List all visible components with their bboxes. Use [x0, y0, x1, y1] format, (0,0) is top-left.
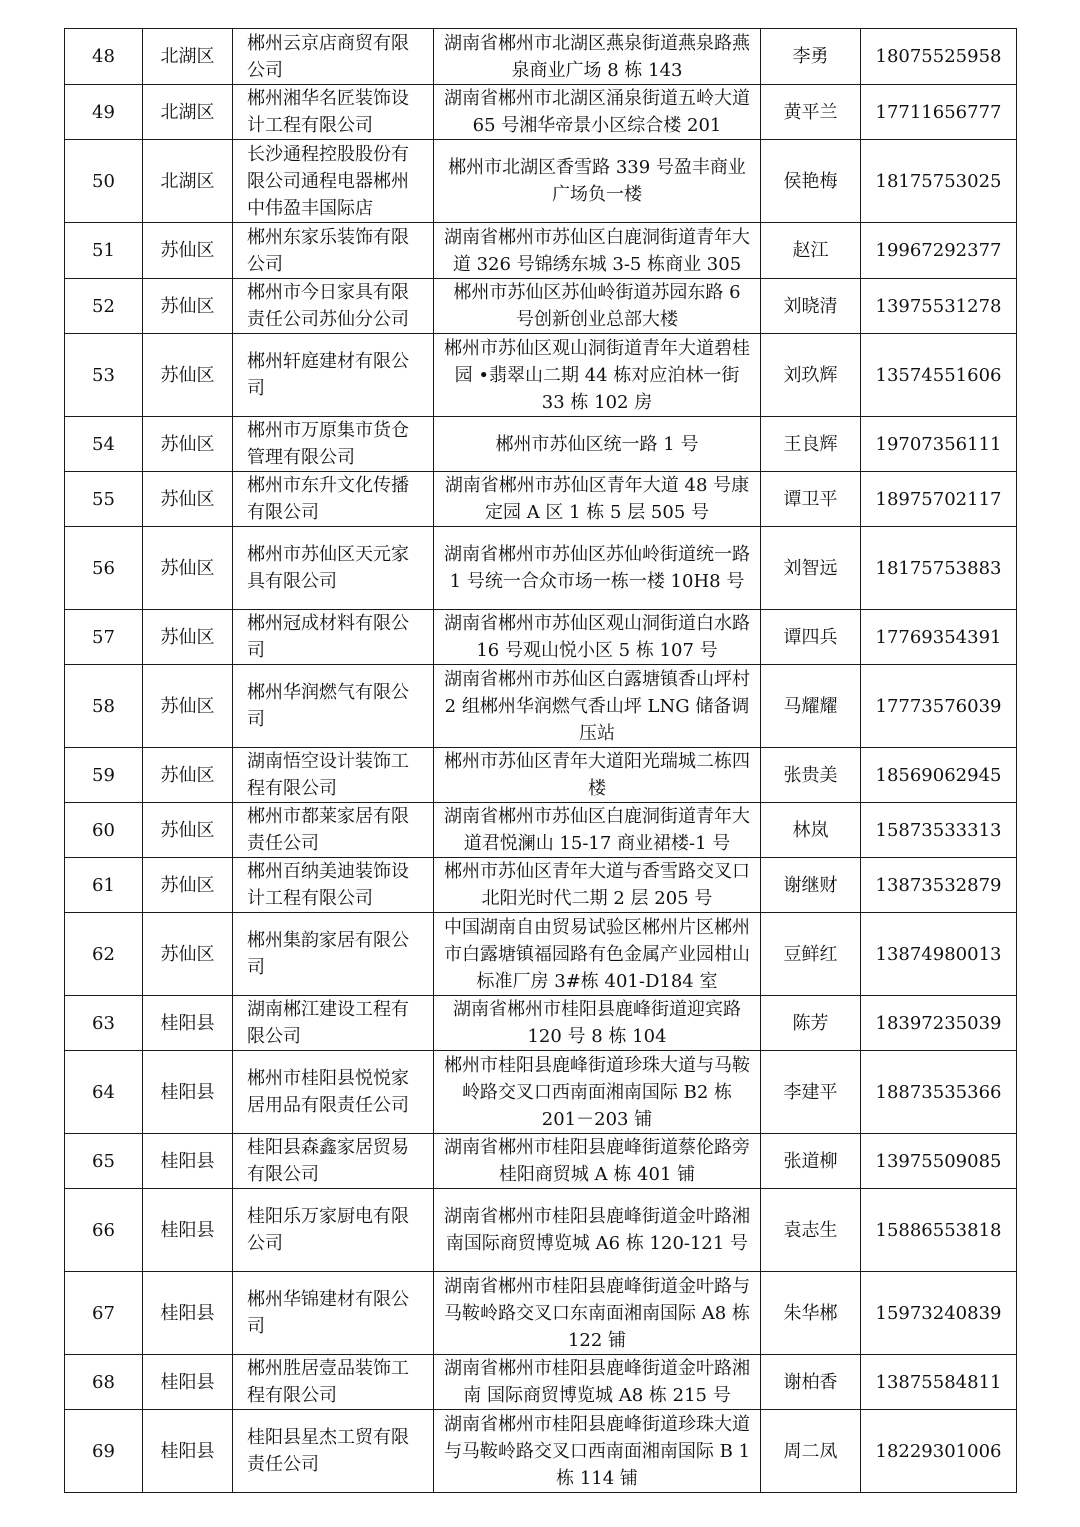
address: 湖南省郴州市桂阳县鹿峰街道蔡伦路旁桂阳商贸城 A 栋 401 铺	[434, 1134, 761, 1189]
company-name: 湖南悟空设计装饰工程有限公司	[233, 748, 434, 803]
contact-person: 马耀耀	[761, 665, 861, 748]
district: 苏仙区	[143, 527, 233, 610]
row-number: 62	[65, 913, 143, 996]
company-name: 长沙通程控股股份有限公司通程电器郴州中伟盈丰国际店	[233, 140, 434, 223]
address: 郴州市苏仙区青年大道阳光瑞城二栋四楼	[434, 748, 761, 803]
phone-number: 19707356111	[861, 417, 1017, 472]
phone-number: 13875584811	[861, 1355, 1017, 1410]
address: 湖南省郴州市苏仙区白鹿洞街道青年大道君悦澜山 15-17 商业裙楼-1 号	[434, 803, 761, 858]
address: 湖南省郴州市桂阳县鹿峰街道珍珠大道与马鞍岭路交叉口西南面湘南国际 B 1 栋 114 铺	[434, 1410, 761, 1493]
row-number: 53	[65, 334, 143, 417]
row-number: 63	[65, 996, 143, 1051]
contact-person: 袁志生	[761, 1189, 861, 1272]
row-number: 68	[65, 1355, 143, 1410]
phone-number: 18975702117	[861, 472, 1017, 527]
contact-person: 谢柏香	[761, 1355, 861, 1410]
contact-person: 李建平	[761, 1051, 861, 1134]
table-row	[65, 29, 1017, 85]
contact-person: 谭卫平	[761, 472, 861, 527]
phone-number: 18175753883	[861, 527, 1017, 610]
district: 北湖区	[143, 85, 233, 140]
company-name: 郴州轩庭建材有限公司	[233, 334, 434, 417]
contact-person: 谢继财	[761, 858, 861, 913]
row-number: 54	[65, 417, 143, 472]
address: 湖南省郴州市北湖区涌泉街道五岭大道 65 号湘华帝景小区综合楼 201	[434, 85, 761, 140]
row-number: 55	[65, 472, 143, 527]
phone-number: 15886553818	[861, 1189, 1017, 1272]
table-row	[65, 913, 1017, 996]
table-row	[65, 1189, 1017, 1272]
company-name: 郴州胜居壹品装饰工程有限公司	[233, 1355, 434, 1410]
contact-person: 谭四兵	[761, 610, 861, 665]
table-row	[65, 140, 1017, 223]
table-row	[65, 85, 1017, 140]
contact-person: 刘晓清	[761, 279, 861, 334]
company-name: 郴州市今日家具有限责任公司苏仙分公司	[233, 279, 434, 334]
address: 湖南省郴州市桂阳县鹿峰街道金叶路与马鞍岭路交叉口东南面湘南国际 A8 栋 122 铺	[434, 1272, 761, 1355]
row-number: 50	[65, 140, 143, 223]
district: 苏仙区	[143, 610, 233, 665]
district: 桂阳县	[143, 1410, 233, 1493]
phone-number: 13975509085	[861, 1134, 1017, 1189]
company-name: 桂阳乐万家厨电有限公司	[233, 1189, 434, 1272]
row-number: 52	[65, 279, 143, 334]
row-number: 67	[65, 1272, 143, 1355]
contact-person: 周二凤	[761, 1410, 861, 1493]
row-number: 59	[65, 748, 143, 803]
contact-person: 刘玖辉	[761, 334, 861, 417]
district: 桂阳县	[143, 1051, 233, 1134]
company-name: 桂阳县森鑫家居贸易有限公司	[233, 1134, 434, 1189]
contact-person: 朱华郴	[761, 1272, 861, 1355]
district: 桂阳县	[143, 1272, 233, 1355]
row-number: 58	[65, 665, 143, 748]
company-name: 郴州湘华名匠装饰设计工程有限公司	[233, 85, 434, 140]
row-number: 66	[65, 1189, 143, 1272]
phone-number: 18873535366	[861, 1051, 1017, 1134]
contact-person: 张贵美	[761, 748, 861, 803]
table-row	[65, 858, 1017, 913]
address: 湖南省郴州市苏仙区苏仙岭街道统一路 1 号统一合众市场一栋一楼 10H8 号	[434, 527, 761, 610]
district: 苏仙区	[143, 472, 233, 527]
phone-number: 13975531278	[861, 279, 1017, 334]
table-row	[65, 527, 1017, 610]
table-row	[65, 1051, 1017, 1134]
district: 桂阳县	[143, 1189, 233, 1272]
row-number: 57	[65, 610, 143, 665]
row-number: 60	[65, 803, 143, 858]
phone-number: 15973240839	[861, 1272, 1017, 1355]
contact-person: 陈芳	[761, 996, 861, 1051]
table-row	[65, 417, 1017, 472]
district: 苏仙区	[143, 223, 233, 279]
address: 郴州市桂阳县鹿峰街道珍珠大道与马鞍岭路交叉口西南面湘南国际 B2 栋 201－203 铺	[434, 1051, 761, 1134]
row-number: 48	[65, 29, 143, 85]
company-name: 郴州东家乐装饰有限公司	[233, 223, 434, 279]
contact-person: 刘智远	[761, 527, 861, 610]
table-row	[65, 472, 1017, 527]
district: 桂阳县	[143, 1355, 233, 1410]
phone-number: 17773576039	[861, 665, 1017, 748]
address: 湖南省郴州市苏仙区白露塘镇香山坪村 2 组郴州华润燃气香山坪 LNG 储备调压站	[434, 665, 761, 748]
address: 湖南省郴州市苏仙区白鹿洞街道青年大道 326 号锦绣东城 3-5 栋商业 305	[434, 223, 761, 279]
company-name: 郴州百纳美迪装饰设计工程有限公司	[233, 858, 434, 913]
district: 苏仙区	[143, 803, 233, 858]
district: 苏仙区	[143, 913, 233, 996]
district: 桂阳县	[143, 1134, 233, 1189]
address: 郴州市苏仙区青年大道与香雪路交叉口北阳光时代二期 2 层 205 号	[434, 858, 761, 913]
district: 桂阳县	[143, 996, 233, 1051]
district: 苏仙区	[143, 665, 233, 748]
district: 苏仙区	[143, 417, 233, 472]
district: 苏仙区	[143, 748, 233, 803]
phone-number: 18569062945	[861, 748, 1017, 803]
company-name: 郴州冠成材料有限公司	[233, 610, 434, 665]
address: 郴州市北湖区香雪路 339 号盈丰商业广场负一楼	[434, 140, 761, 223]
address: 郴州市苏仙区观山洞街道青年大道碧桂园 •翡翠山二期 44 栋对应泊林一街 33 栋 102 房	[434, 334, 761, 417]
table-row	[65, 803, 1017, 858]
row-number: 64	[65, 1051, 143, 1134]
row-number: 61	[65, 858, 143, 913]
contact-person: 王良辉	[761, 417, 861, 472]
phone-number: 17769354391	[861, 610, 1017, 665]
company-name: 郴州市桂阳县悦悦家居用品有限责任公司	[233, 1051, 434, 1134]
phone-number: 13574551606	[861, 334, 1017, 417]
address: 郴州市苏仙区苏仙岭街道苏园东路 6 号创新创业总部大楼	[434, 279, 761, 334]
table-row	[65, 1134, 1017, 1189]
company-name: 湖南郴江建设工程有限公司	[233, 996, 434, 1051]
district: 苏仙区	[143, 279, 233, 334]
company-name: 郴州市东升文化传播有限公司	[233, 472, 434, 527]
table-row	[65, 1355, 1017, 1410]
contact-person: 赵江	[761, 223, 861, 279]
table-row	[65, 996, 1017, 1051]
row-number: 65	[65, 1134, 143, 1189]
page	[64, 28, 1016, 1493]
district: 苏仙区	[143, 334, 233, 417]
company-name: 郴州华润燃气有限公司	[233, 665, 434, 748]
table-row	[65, 748, 1017, 803]
district: 北湖区	[143, 140, 233, 223]
phone-number: 18229301006	[861, 1410, 1017, 1493]
company-name: 郴州市苏仙区天元家具有限公司	[233, 527, 434, 610]
address: 中国湖南自由贸易试验区郴州片区郴州市白露塘镇福园路有色金属产业园柑山标准厂房 3#栋 401-D184 室	[434, 913, 761, 996]
table-row	[65, 1272, 1017, 1355]
company-name: 郴州集韵家居有限公司	[233, 913, 434, 996]
address: 湖南省郴州市北湖区燕泉街道燕泉路燕泉商业广场 8 栋 143	[434, 29, 761, 85]
table-row	[65, 334, 1017, 417]
district: 苏仙区	[143, 858, 233, 913]
company-name: 桂阳县星杰工贸有限责任公司	[233, 1410, 434, 1493]
table-row	[65, 223, 1017, 279]
table-row	[65, 610, 1017, 665]
address: 郴州市苏仙区统一路 1 号	[434, 417, 761, 472]
row-number: 51	[65, 223, 143, 279]
row-number: 69	[65, 1410, 143, 1493]
company-name: 郴州云京店商贸有限公司	[233, 29, 434, 85]
phone-number: 18075525958	[861, 29, 1017, 85]
contact-person: 张道柳	[761, 1134, 861, 1189]
phone-number: 19967292377	[861, 223, 1017, 279]
row-number: 56	[65, 527, 143, 610]
address: 湖南省郴州市桂阳县鹿峰街道金叶路湘南 国际商贸博览城 A8 栋 215 号	[434, 1355, 761, 1410]
address: 湖南省郴州市苏仙区青年大道 48 号康定园 A 区 1 栋 5 层 505 号	[434, 472, 761, 527]
table-row	[65, 1410, 1017, 1493]
phone-number: 18397235039	[861, 996, 1017, 1051]
phone-number: 15873533313	[861, 803, 1017, 858]
phone-number: 13873532879	[861, 858, 1017, 913]
address: 湖南省郴州市苏仙区观山洞街道白水路 16 号观山悦小区 5 栋 107 号	[434, 610, 761, 665]
row-number: 49	[65, 85, 143, 140]
table-row	[65, 665, 1017, 748]
address: 湖南省郴州市桂阳县鹿峰街道迎宾路 120 号 8 栋 104	[434, 996, 761, 1051]
district: 北湖区	[143, 29, 233, 85]
phone-number: 13874980013	[861, 913, 1017, 996]
contact-person: 林岚	[761, 803, 861, 858]
address: 湖南省郴州市桂阳县鹿峰街道金叶路湘南国际商贸博览城 A6 栋 120-121 号	[434, 1189, 761, 1272]
company-name: 郴州市万原集市货仓管理有限公司	[233, 417, 434, 472]
table-row	[65, 279, 1017, 334]
company-name: 郴州市都莱家居有限责任公司	[233, 803, 434, 858]
merchant-table	[64, 28, 1017, 1493]
contact-person: 黄平兰	[761, 85, 861, 140]
phone-number: 18175753025	[861, 140, 1017, 223]
contact-person: 李勇	[761, 29, 861, 85]
company-name: 郴州华锦建材有限公司	[233, 1272, 434, 1355]
contact-person: 侯艳梅	[761, 140, 861, 223]
phone-number: 17711656777	[861, 85, 1017, 140]
contact-person: 豆鲜红	[761, 913, 861, 996]
